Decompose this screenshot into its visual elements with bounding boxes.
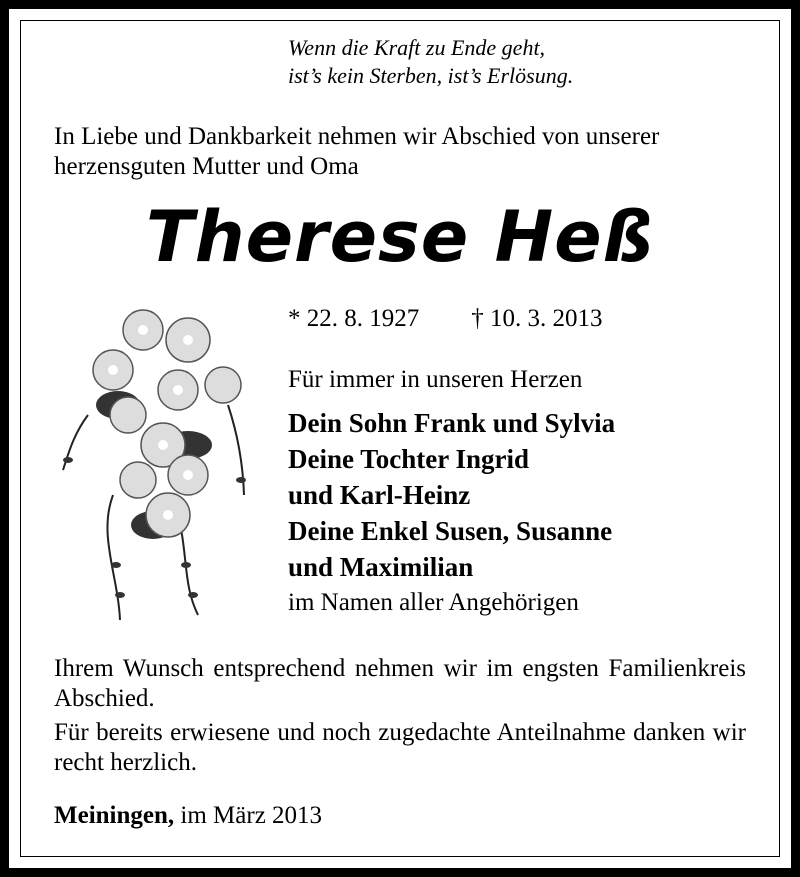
intro-line-2: herzensguten Mutter und Oma (54, 153, 359, 180)
month-year: im März 2013 (180, 802, 323, 829)
place-date (54, 800, 322, 832)
deceased-name: Therese Heß (146, 196, 654, 278)
flower-bouquet-image (58, 295, 253, 625)
mourner-line: und Karl-Heinz (288, 480, 471, 510)
thanks-paragraph: Für bereits erwiesene und noch zugedachte Anteilnahme danken wir recht herzlich. (54, 719, 746, 776)
mourner-line: Dein Sohn Frank und Sylvia (288, 408, 616, 438)
mourners-list (288, 405, 615, 585)
wish-paragraph: Ihrem Wunsch entsprechend nehmen wir im engsten Familienkreis Abschied. (54, 655, 746, 712)
motto-line-2: ist’s kein Sterben, ist’s Erlösung. (288, 63, 574, 88)
place-name: Meiningen, (54, 802, 175, 829)
remembrance-line: Für immer in unseren Herzen (288, 366, 583, 393)
motto-quote (288, 34, 573, 90)
mourner-line: Deine Tochter Ingrid (288, 444, 530, 474)
birth-date: * 22. 8. 1927 (288, 305, 420, 332)
intro-line-1: In Liebe und Dankbarkeit nehmen wir Abschied von unserer (54, 123, 660, 150)
death-date: † 10. 3. 2013 (471, 305, 603, 332)
closing-line: im Namen aller Angehörigen (288, 589, 579, 616)
motto-line-1: Wenn die Kraft zu Ende geht, (288, 35, 546, 60)
mourner-line: und Maximilian (288, 552, 474, 582)
intro-text (54, 122, 754, 182)
life-dates (288, 303, 603, 335)
mourner-line: Deine Enkel Susen, Susanne (288, 516, 613, 546)
